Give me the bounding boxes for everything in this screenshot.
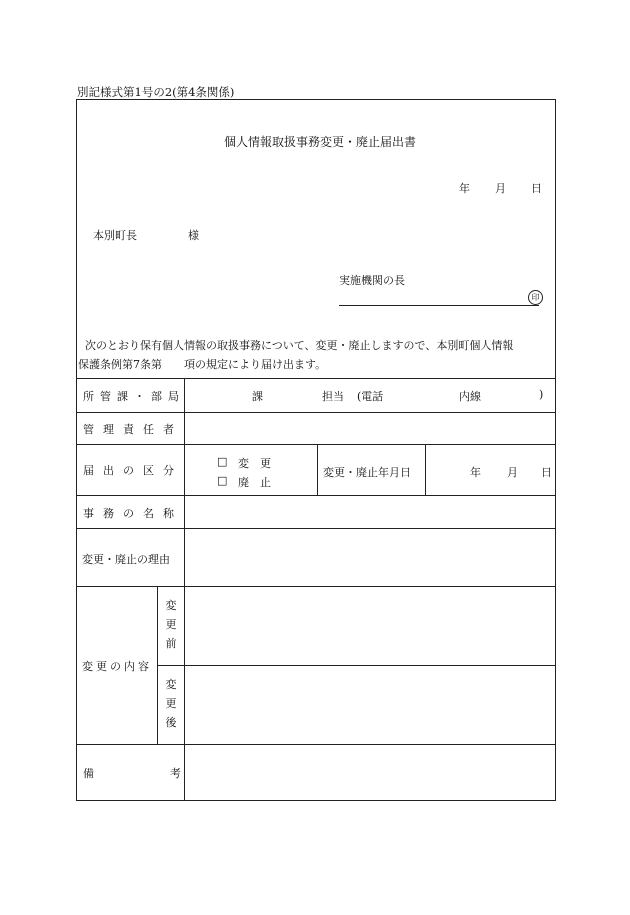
option-abolish: 廃 止 [238,476,271,489]
label-remarks-a: 備 [83,767,94,780]
row-divider [77,412,555,413]
date-month: 月 [495,182,506,195]
type-row-divider [425,444,426,495]
label-char: 更 [165,697,177,710]
label-task-name: 事務の名称 [83,507,183,520]
row-divider [77,528,555,529]
label-char: 所 [83,390,94,403]
checkbox-box: □ [217,455,228,468]
option-change: 変 更 [238,457,271,470]
label-char: 後 [165,716,177,729]
body-text-line1: 次のとおり保有個人情報の取扱事務について、変更・廃止しますので、本別町個人情報 [85,339,514,352]
signature-line [339,305,539,306]
checkbox-abolish[interactable] [217,474,227,487]
label-char: 変 [165,599,177,612]
addressee-honorific: 様 [188,229,199,242]
dept-tantou: 担当 [322,390,344,403]
label-char: 変 [165,678,177,691]
form-frame [76,99,556,801]
dept-naisen: 内線 [459,390,481,403]
checkbox-box: □ [217,474,228,487]
type-month: 月 [507,466,518,479]
dept-close: ) [539,388,544,401]
seal-icon [528,290,543,305]
body-text-line2: 保護条例第7条第 項の規定により届け出ます。 [78,358,327,371]
seal-text: 印 [531,293,540,302]
label-manager: 管理責任者 [83,423,183,436]
label-remarks-b: 考 [170,767,181,780]
date-change-label: 変更・廃止年月日 [323,466,411,479]
form-number: 別記様式第1号の2(第4条関係) [77,85,235,99]
label-type: 届出の区分 [83,464,183,477]
row-divider [77,744,555,745]
dept-tel: (電話 [357,390,384,403]
row-divider [157,665,555,666]
label-content: 変更の内容 [82,660,152,673]
row-divider [77,495,555,496]
date-year: 年 [459,182,470,195]
label-before [164,596,178,653]
label-column-divider [184,378,185,800]
label-char: ・ [134,390,145,403]
label-reason: 変更・廃止の理由 [82,553,170,566]
label-char: 更 [165,618,177,631]
content-subdivider [157,586,158,744]
dept-ka: 課 [252,390,263,403]
form-title: 個人情報取扱事務変更・廃止届出書 [224,135,417,149]
date-day: 日 [531,182,542,195]
checkbox-change[interactable] [217,455,227,468]
addressee-name: 本別町長 [93,229,137,242]
label-after [164,675,178,732]
label-char: 前 [165,637,177,650]
table-top-line [77,378,555,379]
label-char: 課 [117,390,128,403]
label-dept [83,388,179,404]
label-char: 管 [100,390,111,403]
row-divider [77,444,555,445]
label-char: 局 [168,390,179,403]
type-day: 日 [541,466,552,479]
label-char: 部 [151,390,162,403]
type-row-divider [317,444,318,495]
row-divider [77,586,555,587]
submitter-label: 実施機関の長 [339,274,405,287]
type-year: 年 [470,466,481,479]
